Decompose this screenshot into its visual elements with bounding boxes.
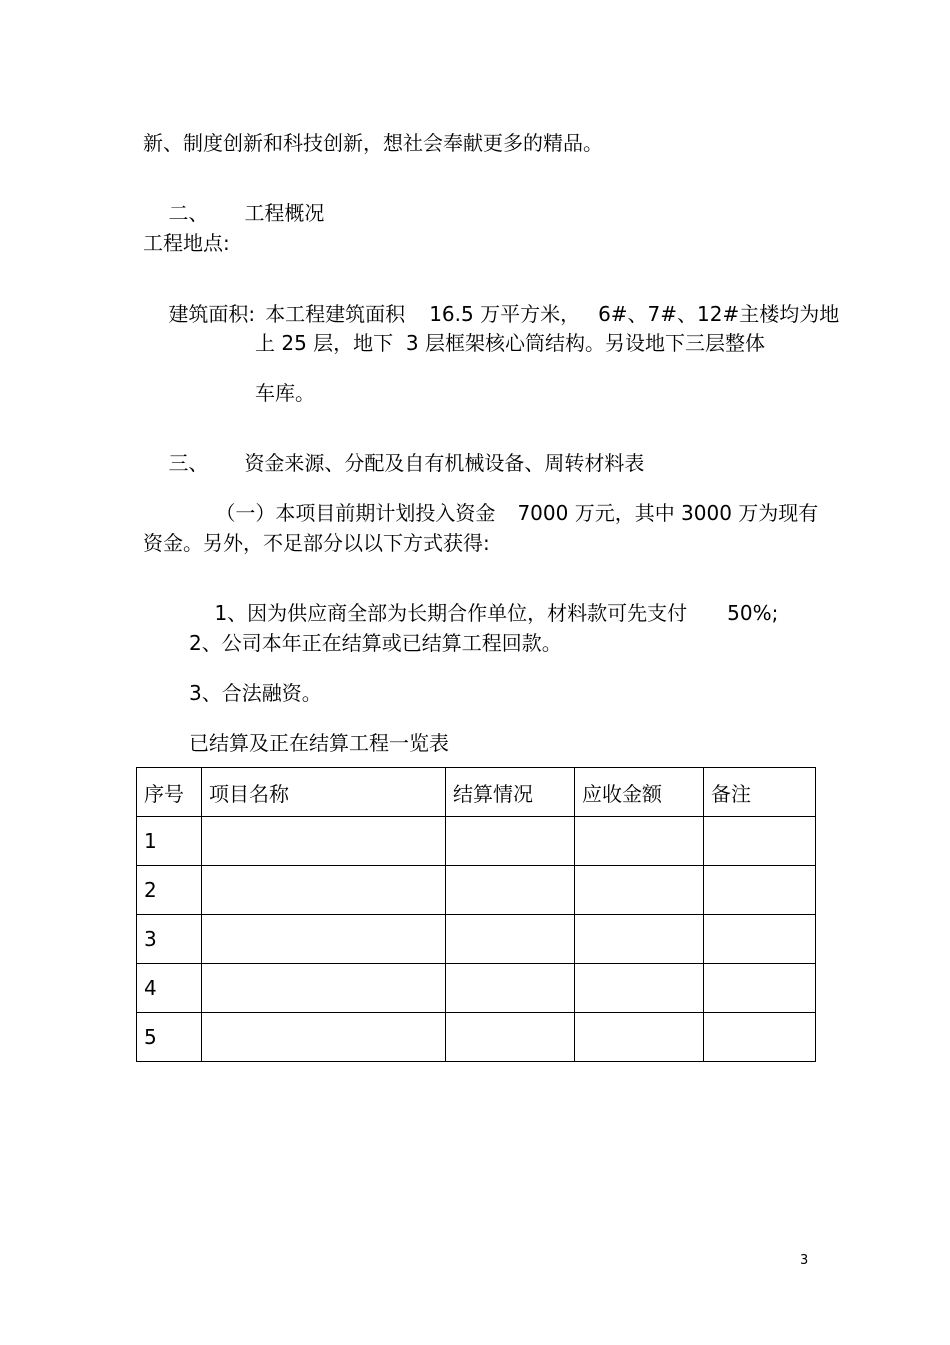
cell-index: 1 xyxy=(137,817,202,866)
area-buildings: 6#、7#、12#主楼均为地 xyxy=(598,302,840,326)
location-label: 工程地点: xyxy=(143,231,230,255)
cell-receivable-amount xyxy=(575,915,704,964)
cell-project-name xyxy=(202,866,446,915)
cell-remarks xyxy=(704,964,816,1013)
header-receivable-amount: 应收金额 xyxy=(575,768,704,817)
header-index: 序号 xyxy=(137,768,202,817)
cell-index: 3 xyxy=(137,915,202,964)
cell-settlement-status xyxy=(446,817,575,866)
section-title: 工程概况 xyxy=(244,201,325,225)
area-line-2: 上 25 层，地下 3 层框架核心筒结构。另设地下三层整体 xyxy=(255,331,765,355)
funding-amount: 7000 万元，其中 3000 万为现有 xyxy=(517,501,819,525)
table-row xyxy=(137,866,816,915)
section-title: 资金来源、分配及自有机械设备、周转材料表 xyxy=(244,451,645,475)
cell-receivable-amount xyxy=(575,964,704,1013)
cell-settlement-status xyxy=(446,915,575,964)
section-number: 二、 xyxy=(168,201,209,225)
header-project-name: 项目名称 xyxy=(202,768,446,817)
list-item-text: 1、因为供应商全部为长期合作单位，材料款可先支付 xyxy=(214,601,688,625)
cell-receivable-amount xyxy=(575,866,704,915)
table-header-row xyxy=(137,768,816,817)
table-row xyxy=(137,915,816,964)
cell-remarks xyxy=(704,866,816,915)
cell-index: 4 xyxy=(137,964,202,1013)
section-number: 三、 xyxy=(168,451,209,475)
list-item-2: 2、公司本年正在结算或已结算工程回款。 xyxy=(189,631,562,655)
area-label: 建筑面积: xyxy=(168,302,256,326)
cell-remarks xyxy=(704,817,816,866)
cell-settlement-status xyxy=(446,866,575,915)
area-text: 本工程建筑面积 xyxy=(265,302,406,326)
paragraph-innovation: 新、制度创新和科技创新，想社会奉献更多的精品。 xyxy=(143,131,603,155)
area-value: 16.5 万平方米， xyxy=(429,302,581,326)
area-line-3: 车库。 xyxy=(255,381,315,405)
funding-text: （一）本项目前期计划投入资金 xyxy=(215,501,496,525)
table-row xyxy=(137,964,816,1013)
list-item-percent: 50%; xyxy=(727,601,779,625)
page-number: 3 xyxy=(800,1253,809,1268)
cell-settlement-status xyxy=(446,1013,575,1062)
cell-receivable-amount xyxy=(575,817,704,866)
cell-index: 5 xyxy=(137,1013,202,1062)
cell-remarks xyxy=(704,1013,816,1062)
cell-project-name xyxy=(202,915,446,964)
table-row xyxy=(137,817,816,866)
settlement-table xyxy=(136,767,816,1062)
cell-settlement-status xyxy=(446,964,575,1013)
cell-project-name xyxy=(202,964,446,1013)
cell-receivable-amount xyxy=(575,1013,704,1062)
list-item-3: 3、合法融资。 xyxy=(189,681,322,705)
funding-line-2: 资金。另外，不足部分以以下方式获得: xyxy=(143,531,490,555)
cell-project-name xyxy=(202,1013,446,1062)
table-row xyxy=(137,1013,816,1062)
table-caption: 已结算及正在结算工程一览表 xyxy=(189,731,449,755)
cell-index: 2 xyxy=(137,866,202,915)
cell-remarks xyxy=(704,915,816,964)
header-settlement-status: 结算情况 xyxy=(446,768,575,817)
header-remarks: 备注 xyxy=(704,768,816,817)
cell-project-name xyxy=(202,817,446,866)
